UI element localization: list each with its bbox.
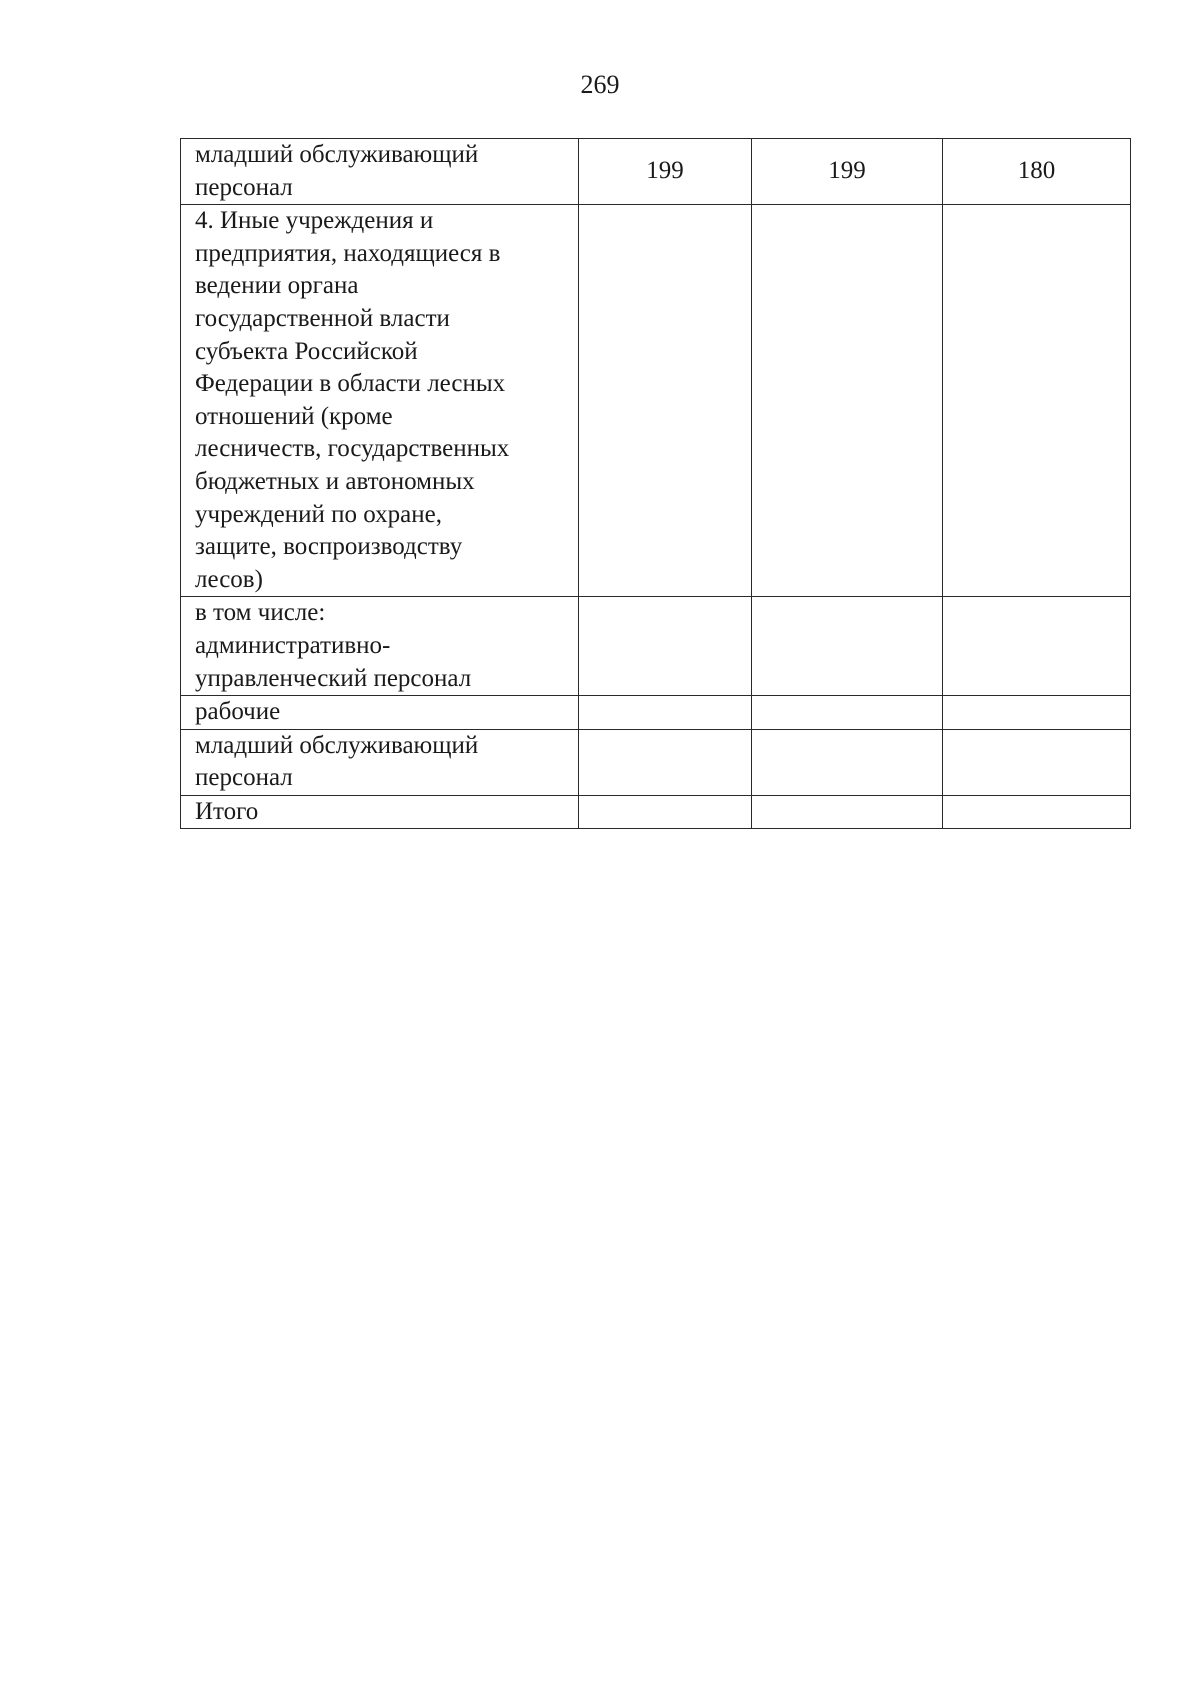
value-cell: 180 xyxy=(943,139,1131,205)
value-cell xyxy=(752,795,943,829)
row-label: младший обслуживающий персонал xyxy=(181,729,579,795)
row-label: в том числе: административно- управленческий персонал xyxy=(181,597,579,696)
staff-table xyxy=(180,138,1131,829)
value-cell xyxy=(752,597,943,696)
value-cell xyxy=(579,205,752,597)
row-label: 4. Иные учреждения и предприятия, находящиеся в ведении органа государственной власти субъекта Российской Федерации в области лесных отношений (кроме лесничеств, государственных бюджетных и автономных учреждений по охране, защите, воспроизводству лесов) xyxy=(181,205,579,597)
value-cell xyxy=(752,729,943,795)
row-label: рабочие xyxy=(181,696,579,730)
row-label: младший обслуживающий персонал xyxy=(181,139,579,205)
table-row xyxy=(181,205,1131,597)
table-row xyxy=(181,139,1131,205)
table-row xyxy=(181,795,1131,829)
value-cell: 199 xyxy=(752,139,943,205)
value-cell xyxy=(579,729,752,795)
value-cell xyxy=(943,696,1131,730)
value-cell xyxy=(752,696,943,730)
row-label: Итого xyxy=(181,795,579,829)
value-cell xyxy=(943,205,1131,597)
value-cell xyxy=(943,597,1131,696)
value-cell xyxy=(579,696,752,730)
value-cell xyxy=(943,729,1131,795)
value-cell: 199 xyxy=(579,139,752,205)
table-row xyxy=(181,696,1131,730)
page-number: 269 xyxy=(580,70,620,99)
table-row xyxy=(181,729,1131,795)
table-row xyxy=(181,597,1131,696)
value-cell xyxy=(752,205,943,597)
value-cell xyxy=(943,795,1131,829)
value-cell xyxy=(579,597,752,696)
value-cell xyxy=(579,795,752,829)
